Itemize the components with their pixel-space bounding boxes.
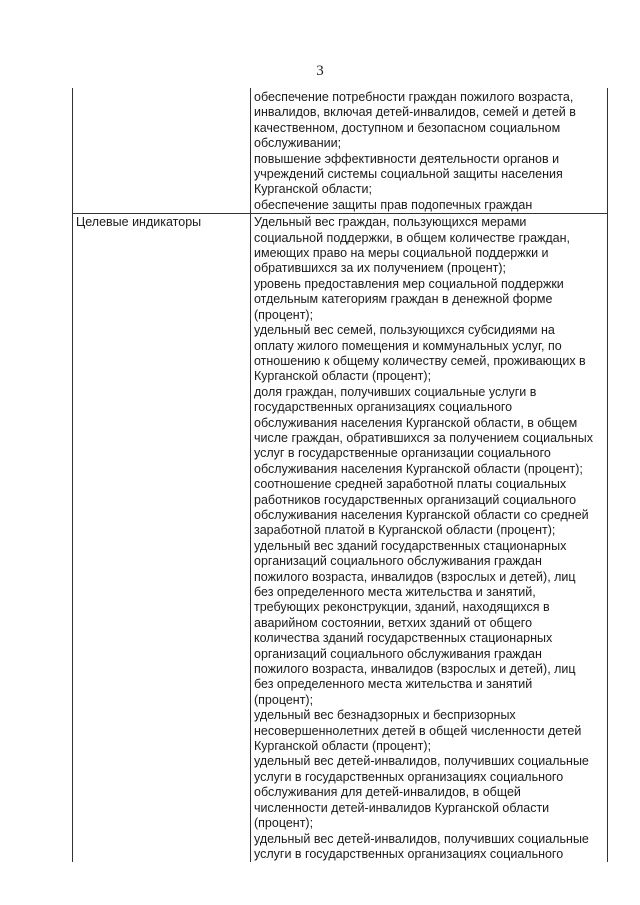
text-line: заработной платой в Курганской области (процент); [254,523,556,538]
table-row-goals-continued [73,88,608,214]
text-line: доля граждан, получивших социальные услуги в [254,384,537,399]
text-line: требующих реконструкции, зданий, находящихся в [254,600,550,615]
text-line: обеспечение защиты прав подопечных граждан [254,197,533,212]
text-line: обслуживания населения Курганской области (процент); [254,461,583,476]
text-line: учреждений системы социальной защиты населения [254,167,563,182]
page-number: 3 [316,63,324,79]
text-line: отдельным категориям граждан в денежной форме [254,292,553,307]
text-line: аварийном состоянии, ветхих зданий от общего [254,615,533,630]
text-line: обеспечение потребности граждан пожилого возраста, [254,90,574,104]
text-line: пожилого возраста, инвалидов (взрослых и детей), лиц [254,662,576,677]
text-line: соотношение средней заработной платы социальных [254,477,567,492]
indicators-text-cell [251,214,608,863]
text-line: (процент); [254,816,314,831]
text-line: государственных организациях социального [254,400,513,415]
text-line: работников государственных организаций социального [254,492,577,507]
text-line: обслуживании; [254,136,342,151]
text-line: удельный вес детей-инвалидов, получивших социальные [254,754,589,769]
text-line: услуг в государственные организации социального [254,446,551,461]
text-line: удельный вес детей-инвалидов, получивших социальные [254,831,589,846]
text-line: имеющих право на меры социальной поддержки и [254,246,549,261]
text-line: пожилого возраста, инвалидов (взрослых и детей), лиц [254,569,576,584]
row-label-empty [73,88,251,214]
table-row-target-indicators [73,214,608,863]
text-line: обслуживания населения Курганской области со средней [254,507,589,522]
text-line: удельный вес семей, пользующихся субсидиями на [254,323,555,338]
text-line: удельный вес безнадзорных и беспризорных [254,708,516,723]
text-line: Курганской области (процент); [254,369,432,384]
text-line: обратившихся за их получением (процент); [254,261,506,276]
text-line: (процент); [254,692,314,707]
text-line: оплату жилого помещения и коммунальных услуг, по [254,338,562,353]
text-line: численности детей-инвалидов Курганской области [254,800,550,815]
text-line: количества зданий государственных стационарных [254,631,553,646]
text-line: без определенного места жительства и занятий, [254,585,536,599]
text-line: отношению к общему количеству семей, проживающих в [254,353,586,368]
text-line: услуги в государственных организациях социального [254,846,564,861]
text-line: инвалидов, включая детей-инвалидов, семей и детей в [254,105,576,120]
text-line: обслуживания населения Курганской области, в общем [254,415,578,430]
text-line: без определенного места жительства и занятий [254,677,533,692]
text-line: Удельный вес граждан, пользующихся мерами [254,215,527,230]
text-line: (процент); [254,307,314,322]
text-line: услуги в государственных организациях социального [254,769,564,784]
text-line: организаций социального обслуживания граждан [254,646,542,661]
text-line: социальной поддержки, в общем количестве граждан, [254,230,571,245]
goals-text-cell [251,88,608,214]
text-line: числе граждан, обратившихся за получением социальных [254,430,593,445]
text-line: Курганской области; [254,182,372,197]
text-line: качественном, доступном и безопасном социальном [254,120,561,135]
row-label-target-indicators: Целевые индикаторы [73,214,251,863]
text-line: повышение эффективности деятельности органов и [254,151,560,166]
text-line: несовершеннолетних детей в общей численности детей [254,723,582,738]
text-line: Курганской области (процент); [254,739,432,754]
text-line: удельный вес зданий государственных стационарных [254,538,567,553]
text-line: уровень предоставления мер социальной поддержки [254,276,564,291]
program-passport-table [72,88,608,862]
text-line: обслуживания для детей-инвалидов, в общей [254,785,521,800]
text-line: организаций социального обслуживания граждан [254,554,542,569]
